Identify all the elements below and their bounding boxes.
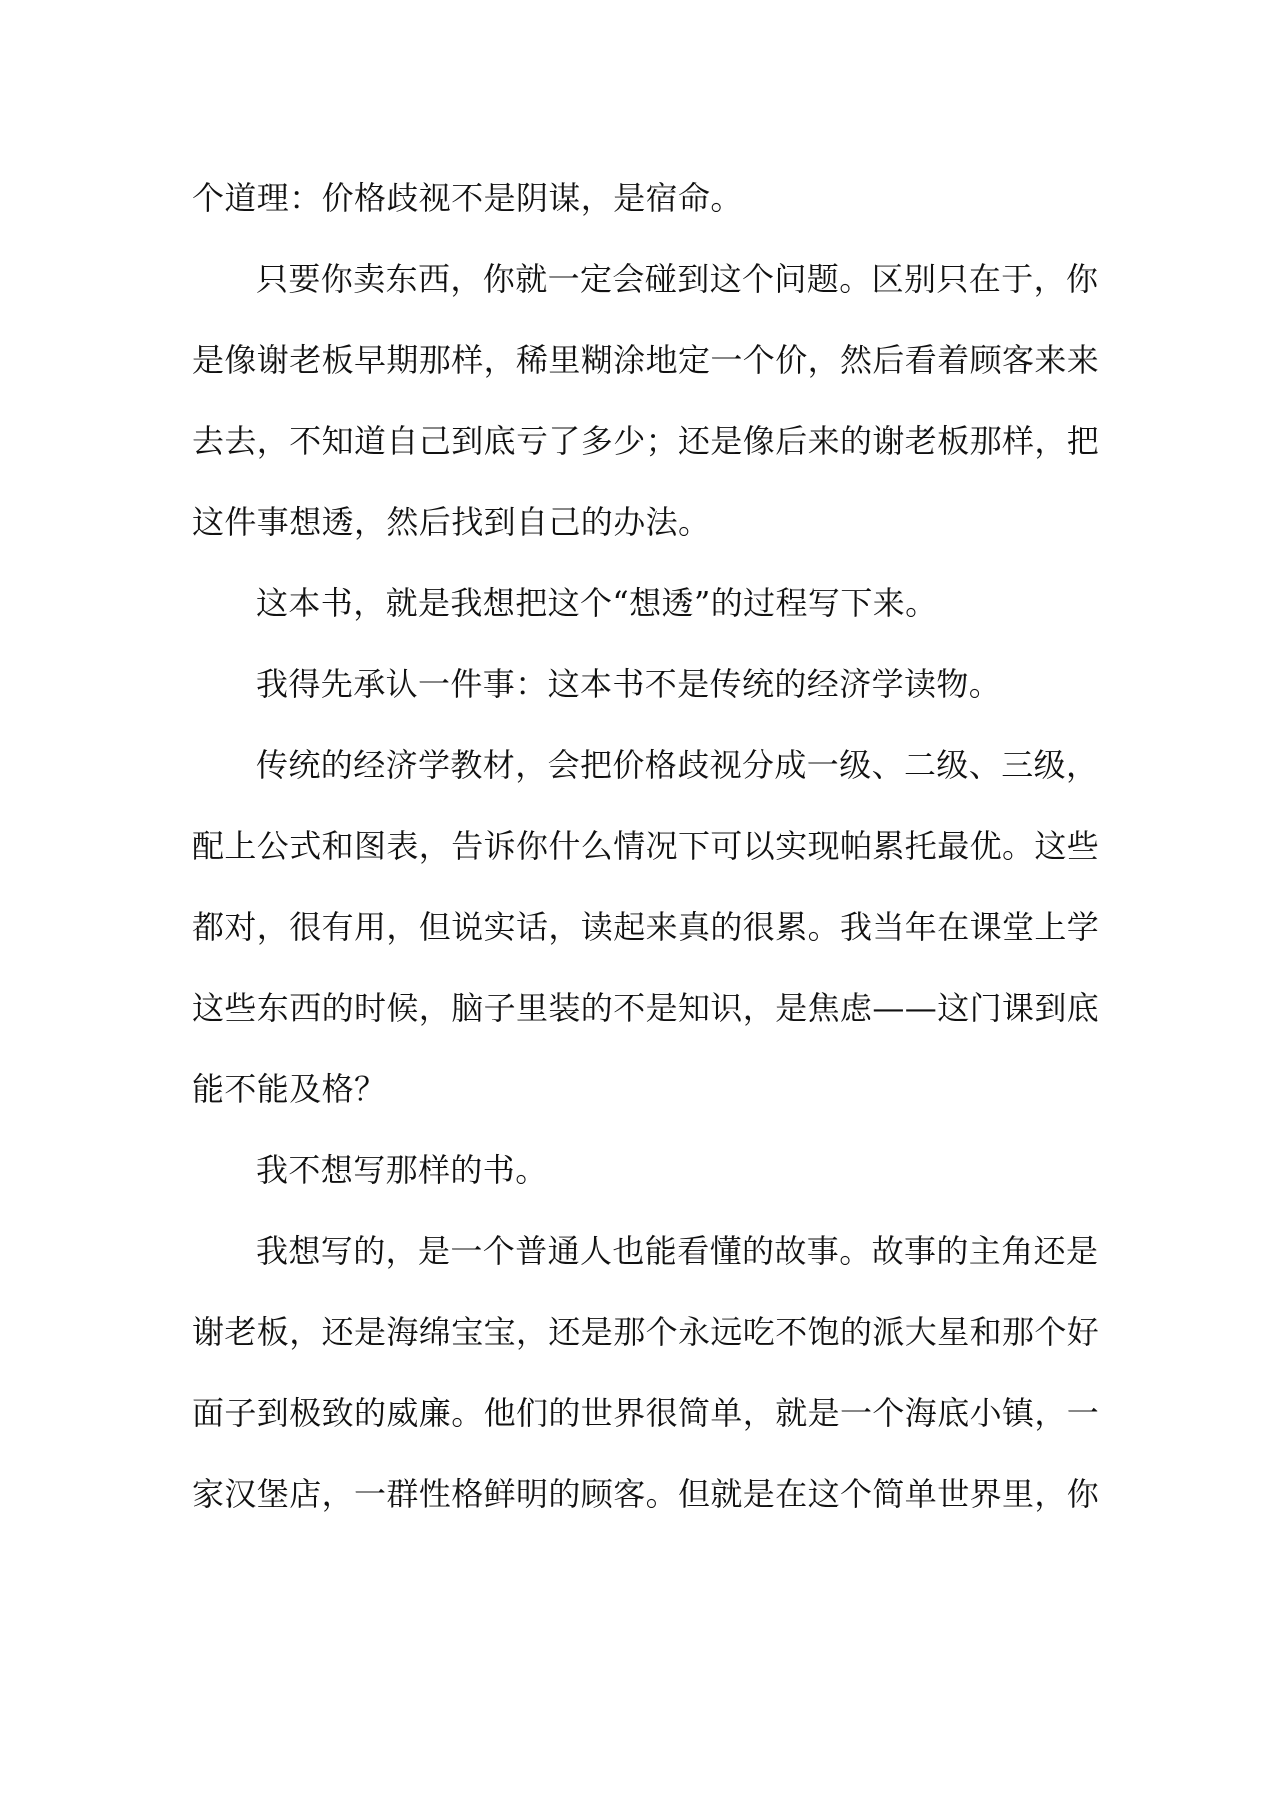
- text-line: 都对，很有用，但说实话，读起来真的很累。我当年在课堂上学: [192, 908, 1100, 946]
- text-line: 配上公式和图表，告诉你什么情况下可以实现帕累托最优。这些: [192, 827, 1100, 865]
- text-line: 只要你卖东西，你就一定会碰到这个问题。区别只在于，你: [256, 260, 1099, 298]
- text-line: 面子到极致的威廉。他们的世界很简单，就是一个海底小镇，一: [192, 1394, 1100, 1432]
- text-line: 个道理：价格歧视不是阴谋，是宿命。: [192, 179, 743, 217]
- text-line: 我得先承认一件事：这本书不是传统的经济学读物。: [256, 665, 1002, 703]
- text-line: 家汉堡店，一群性格鲜明的顾客。但就是在这个简单世界里，你: [192, 1475, 1100, 1513]
- text-line: 是像谢老板早期那样，稀里糊涂地定一个价，然后看着顾客来来: [192, 341, 1100, 379]
- text-line: 这些东西的时候，脑子里装的不是知识，是焦虑——这门课到底: [192, 989, 1100, 1027]
- text-line: 谢老板，还是海绵宝宝，还是那个永远吃不饱的派大星和那个好: [192, 1313, 1100, 1351]
- text-line: 我不想写那样的书。: [256, 1151, 548, 1189]
- text-line: 传统的经济学教材，会把价格歧视分成一级、二级、三级，: [256, 746, 1099, 784]
- body-text: [192, 158, 1100, 1535]
- text-line: 去去，不知道自己到底亏了多少；还是像后来的谢老板那样，把: [192, 422, 1100, 460]
- text-line: 我想写的，是一个普通人也能看懂的故事。故事的主角还是: [256, 1232, 1099, 1270]
- text-line: 这本书，就是我想把这个“想透”的过程写下来。: [256, 584, 938, 622]
- text-line: 能不能及格？: [192, 1070, 387, 1108]
- text-line: 这件事想透，然后找到自己的办法。: [192, 503, 711, 541]
